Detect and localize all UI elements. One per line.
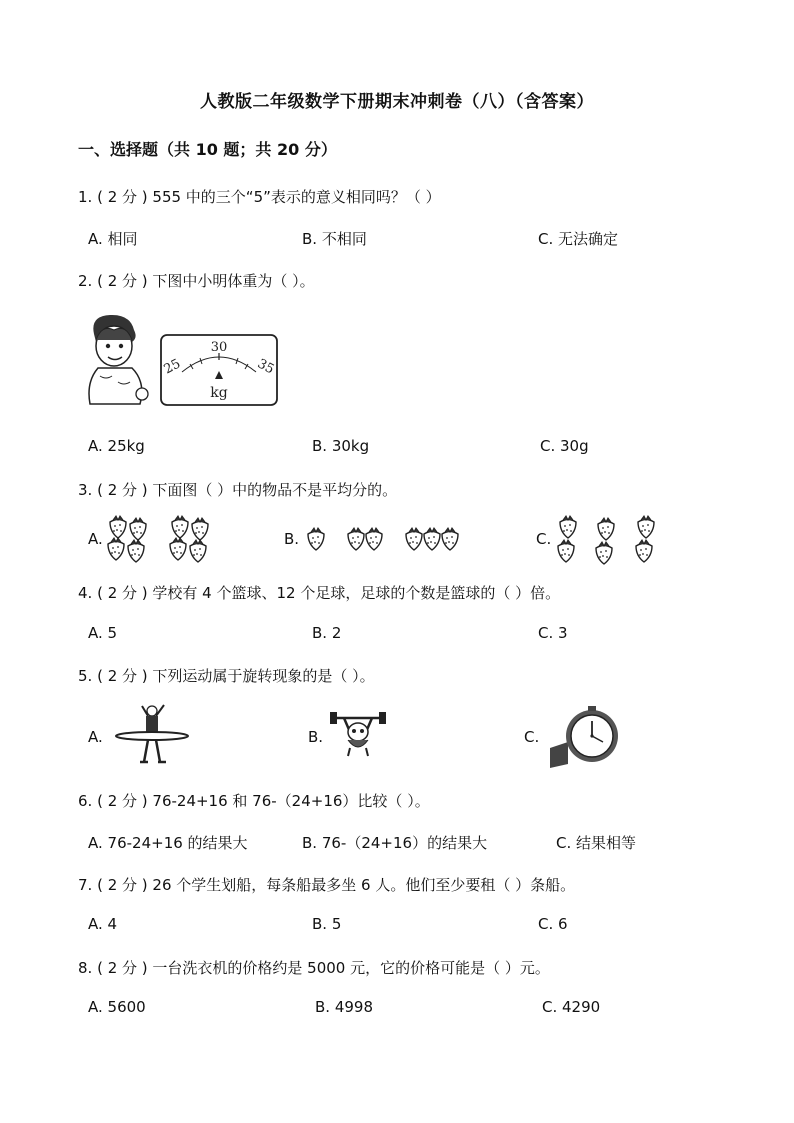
weightlifter-figure <box>330 710 386 756</box>
strawberry-icon <box>366 528 382 550</box>
strawberry-icon <box>172 516 188 538</box>
strawberry-icon <box>638 516 654 538</box>
q5-option-b[interactable]: B. <box>308 728 324 746</box>
scale-dial <box>160 334 278 406</box>
q3-option-b[interactable]: B. <box>284 530 300 548</box>
scale-mark-middle: 30 <box>210 340 228 355</box>
strawberry-icon <box>190 540 206 562</box>
q2-option-b[interactable]: B. 30kg <box>312 437 370 455</box>
strawberry-icon <box>348 528 364 550</box>
q4-option-b[interactable]: B. 2 <box>312 624 342 642</box>
question-7: 7. ( 2 分 ) 26 个学生划船，每条船最多坐 6 人。他们至少要租（ ）条船。 <box>78 876 576 894</box>
q8-option-c[interactable]: C. 4290 <box>542 998 601 1016</box>
q3-strawberries-b <box>306 528 466 552</box>
q1-option-c[interactable]: C. 无法确定 <box>538 230 619 248</box>
q7-option-c[interactable]: C. 6 <box>538 915 568 933</box>
q3-option-c[interactable]: C. <box>536 530 552 548</box>
strawberry-icon <box>110 516 126 538</box>
question-5: 5. ( 2 分 ) 下列运动属于旋转现象的是（ ）。 <box>78 667 375 685</box>
boy-illustration <box>80 312 150 412</box>
strawberry-icon <box>130 518 146 540</box>
q6-option-c[interactable]: C. 结果相等 <box>556 834 637 852</box>
q4-option-a[interactable]: A. 5 <box>88 624 118 642</box>
q3-strawberries-a <box>104 516 219 561</box>
q1-option-b[interactable]: B. 不相同 <box>302 230 367 248</box>
strawberry-icon <box>598 518 614 540</box>
q5-option-a[interactable]: A. <box>88 728 103 746</box>
q5-option-c[interactable]: C. <box>524 728 540 746</box>
question-1: 1. ( 2 分 ) 555 中的三个“5”表示的意义相同吗？（ ） <box>78 188 441 206</box>
strawberry-icon <box>636 540 652 562</box>
strawberry-icon <box>406 528 422 550</box>
q3-option-a[interactable]: A. <box>88 530 103 548</box>
q3-strawberries-c <box>556 516 666 564</box>
strawberry-icon <box>596 542 612 564</box>
question-2: 2. ( 2 分 ) 下图中小明体重为（ ）。 <box>78 272 315 290</box>
strawberry-icon <box>558 540 574 562</box>
question-3: 3. ( 2 分 ) 下面图（ ）中的物品不是平均分的。 <box>78 481 398 499</box>
q4-option-c[interactable]: C. 3 <box>538 624 568 642</box>
q2-option-c[interactable]: C. 30g <box>540 437 589 455</box>
scale-unit: kg <box>210 385 228 401</box>
q7-option-a[interactable]: A. 4 <box>88 915 118 933</box>
strawberry-icon <box>424 528 440 550</box>
q7-option-b[interactable]: B. 5 <box>312 915 342 933</box>
section-heading: 一、选择题（共 10 题；共 20 分） <box>78 140 337 159</box>
strawberry-icon <box>108 538 124 560</box>
question-8: 8. ( 2 分 ) 一台洗衣机的价格约是 5000 元，它的价格可能是（ ）元。 <box>78 959 550 977</box>
hula-hoop-figure <box>112 704 188 766</box>
q2-option-a[interactable]: A. 25kg <box>88 437 145 455</box>
scale-mark-left: 25 <box>161 356 184 378</box>
strawberry-icon <box>442 528 458 550</box>
page-title: 人教版二年级数学下册期末冲刺卷（八）（含答案） <box>200 92 594 112</box>
strawberry-icon <box>308 528 324 550</box>
question-6: 6. ( 2 分 ) 76-24+16 和 76-（24+16）比较（ ）。 <box>78 792 430 810</box>
scale-mark-right: 35 <box>254 356 277 378</box>
clock-figure <box>548 706 622 768</box>
question-4: 4. ( 2 分 ) 学校有 4 个篮球、12 个足球，足球的个数是篮球的（ ）倍。 <box>78 584 561 602</box>
strawberry-icon <box>560 516 576 538</box>
q1-option-a[interactable]: A. 相同 <box>88 230 138 248</box>
q8-option-b[interactable]: B. 4998 <box>315 998 374 1016</box>
q8-option-a[interactable]: A. 5600 <box>88 998 146 1016</box>
strawberry-icon <box>192 518 208 540</box>
q6-option-a[interactable]: A. 76-24+16 的结果大 <box>88 834 248 852</box>
strawberry-icon <box>170 538 186 560</box>
q6-option-b[interactable]: B. 76-（24+16）的结果大 <box>302 834 488 852</box>
strawberry-icon <box>128 540 144 562</box>
